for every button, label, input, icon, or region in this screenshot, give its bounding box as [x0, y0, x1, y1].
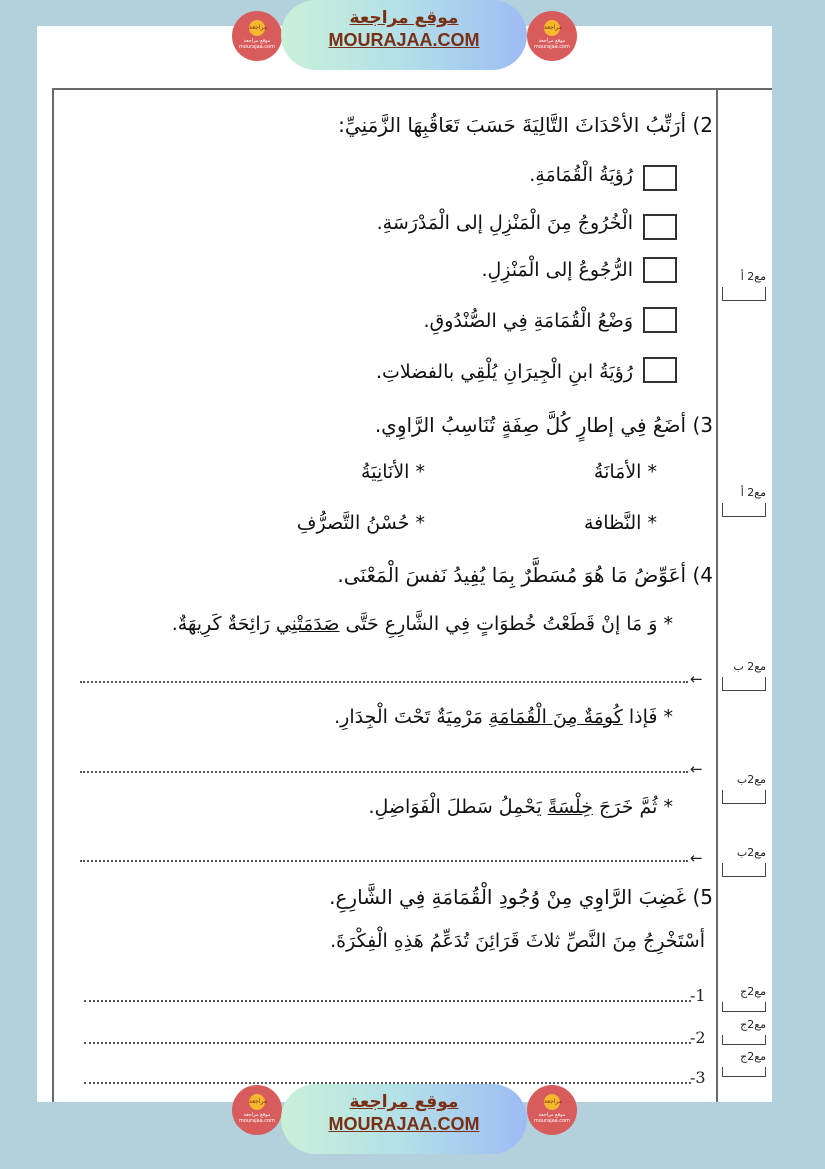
score-label: مع2 ب: [733, 660, 766, 673]
score-label: مع2ب: [736, 773, 766, 786]
sentence-text: * فَإذا: [622, 706, 673, 728]
bottom-site-banner[interactable]: [281, 1084, 527, 1154]
score-input[interactable]: [722, 287, 766, 301]
answer-line-3[interactable]: [80, 860, 688, 862]
sentence-3: [369, 796, 674, 818]
score-input[interactable]: [722, 1067, 766, 1077]
arrow-left-icon: ←: [690, 670, 703, 688]
banner-arabic: موقع مراجعة: [349, 8, 459, 28]
event-item-1: رُؤيَةُ الْقُمَامَةِ.: [529, 164, 633, 186]
score-box-q5-2[interactable]: [722, 1018, 766, 1045]
book-icon: مراجعة: [544, 1094, 560, 1110]
answer-line-2[interactable]: [80, 771, 688, 773]
badge-arabic: موقع مراجعة: [243, 1112, 271, 1118]
question-5-title: 5) غَضِبَ الرَّاوِي مِنْ وُجُودِ الْقُمَامَةِ فِي الشَّارِعِ.: [329, 885, 713, 909]
event-item-3: الرُّجُوعُ إلى الْمَنْزِلِ.: [481, 259, 633, 281]
top-site-banner[interactable]: [281, 0, 527, 70]
event-item-2: الْخُرُوجُ مِنَ الْمَنْزِلِ إلى الْمَدْرَسَةِ.: [376, 212, 633, 234]
event-item-5: رُؤيَةُ ابنِ الْجِيرَانِ يُلْقِي بالفضلاتِ.: [375, 361, 633, 383]
score-input[interactable]: [722, 790, 766, 804]
score-box-q2[interactable]: [722, 270, 766, 301]
trait-option-good-conduct[interactable]: * حُسْنُ التَّصرُّفِ: [296, 512, 425, 534]
score-box-q5-3[interactable]: [722, 1050, 766, 1077]
trait-option-selfishness[interactable]: * الأنَانِيَةُ: [361, 461, 425, 483]
score-input[interactable]: [722, 677, 766, 691]
score-input[interactable]: [722, 863, 766, 877]
badge-latin: mourajaa.com: [238, 44, 275, 50]
badge-arabic: موقع مراجعة: [538, 38, 566, 44]
clue-number-3: -3: [690, 1068, 706, 1087]
arrow-left-icon: ←: [690, 760, 703, 778]
underlined-word: خِلْسَةً: [547, 796, 593, 818]
event-item-4: وَضْعُ الْقُمَامَةِ فِي الصُّنْدُوقِ.: [423, 310, 633, 332]
score-input[interactable]: [722, 1035, 766, 1045]
score-column-divider: [716, 88, 718, 1102]
answer-line-1[interactable]: [80, 681, 688, 683]
clue-answer-line-2[interactable]: [84, 1042, 691, 1044]
order-checkbox-5[interactable]: [643, 357, 677, 383]
score-input[interactable]: [722, 503, 766, 517]
sentence-1: [172, 613, 673, 635]
sentence-text: يَحْمِلُ سَطلَ الْفَوَاضِلِ.: [368, 796, 548, 818]
sentence-text: * وَ مَا إنْ قَطَعْتُ خُطوَاتٍ فِي الشَّارِعِ حَتَّى: [339, 613, 673, 635]
question-3-title: 3) أضَعُ فِي إطارٍ كُلَّ صِفَةٍ تُنَاسِبُ الرَّاوِي.: [374, 413, 713, 437]
score-label: مع2ج: [740, 1050, 766, 1063]
order-checkbox-3[interactable]: [643, 257, 677, 283]
score-label: مع2ج: [740, 1018, 766, 1031]
banner-latin: MOURAJAA.COM: [328, 30, 480, 50]
clue-answer-line-1[interactable]: [84, 1000, 691, 1002]
book-icon: مراجعة: [249, 20, 265, 36]
logo-badge-right: [527, 11, 577, 61]
score-box-q4-2[interactable]: [722, 773, 766, 804]
logo-badge-left: [232, 11, 282, 61]
score-label: مع2ج: [740, 985, 766, 998]
sentence-text: * ثُمَّ خَرَجَ: [592, 796, 673, 818]
score-box-q4-3[interactable]: [722, 846, 766, 877]
book-icon: مراجعة: [544, 20, 560, 36]
score-input[interactable]: [722, 1002, 766, 1012]
badge-latin: mourajaa.com: [533, 44, 570, 50]
sentence-2: [334, 706, 673, 728]
sentence-text: رَائِحَةٌ كَرِيهَةٌ.: [171, 613, 276, 635]
score-label: مع2 أ: [740, 486, 766, 499]
badge-arabic: موقع مراجعة: [538, 1112, 566, 1118]
order-checkbox-4[interactable]: [643, 307, 677, 333]
logo-badge-left-bottom: [232, 1085, 282, 1135]
score-box-q4-1[interactable]: [722, 660, 766, 691]
score-box-q3[interactable]: [722, 486, 766, 517]
clue-number-2: -2: [690, 1028, 706, 1047]
question-5-instruction: أسْتَخْرِجُ مِنَ النَّصِّ ثلاثَ قَرَائِنَ تُدَعِّمُ هَذِهِ الْفِكْرَةَ.: [330, 930, 705, 952]
badge-latin: mourajaa.com: [533, 1118, 570, 1124]
trait-option-honesty[interactable]: * الأمَانَةُ: [593, 461, 657, 483]
order-checkbox-1[interactable]: [643, 165, 677, 191]
underlined-word: صَدَمَتْنِي: [275, 613, 340, 635]
sentence-text: مَرْمِيَةٌ تَحْتَ الْجِدَارِ.: [334, 706, 490, 728]
trait-option-cleanliness[interactable]: * النَّظافة: [584, 512, 657, 534]
banner-arabic: موقع مراجعة: [349, 1092, 459, 1112]
question-4-title: 4) أعَوِّضُ مَا هُوَ مُسَطَّرٌ بِمَا يُفِيدُ نَفسَ الْمَعْنَى.: [337, 563, 713, 587]
question-2-title: 2) أرَتِّبُ الأحْدَاثَ التَّالِيَةَ حَسَبَ تَعَاقُبِهَا الزَّمَنِيِّ:: [338, 113, 713, 137]
score-label: مع2ب: [736, 846, 766, 859]
order-checkbox-2[interactable]: [643, 214, 677, 240]
book-icon: مراجعة: [249, 1094, 265, 1110]
badge-latin: mourajaa.com: [238, 1118, 275, 1124]
logo-badge-right-bottom: [527, 1085, 577, 1135]
score-label: مع2 أ: [740, 270, 766, 283]
arrow-left-icon: ←: [690, 849, 703, 867]
underlined-phrase: كُومَةٌ مِنَ الْقُمَامَةِ: [489, 706, 623, 728]
score-box-q5-1[interactable]: [722, 985, 766, 1012]
clue-number-1: -1: [690, 986, 706, 1005]
banner-latin: MOURAJAA.COM: [328, 1114, 480, 1134]
badge-arabic: موقع مراجعة: [243, 38, 271, 44]
